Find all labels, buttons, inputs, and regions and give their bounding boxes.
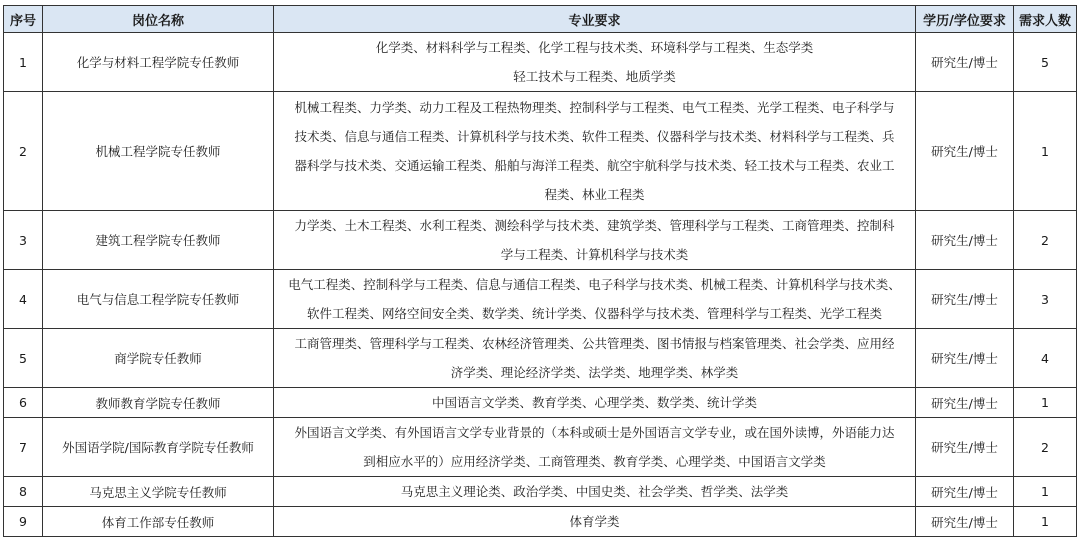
cell-degree: 研究生/博士 xyxy=(916,270,1014,329)
cell-major xyxy=(274,92,916,211)
major-line: 外国语言文学类、有外国语言文学专业背景的（本科或硕士是外国语言文学专业，或在国外读博，外语能力达 xyxy=(294,425,895,440)
major-line: 中国语言文学类、教育学类、心理学类、数学类、统计学类 xyxy=(431,395,757,410)
cell-count: 2 xyxy=(1014,418,1077,477)
table-row xyxy=(4,507,1077,537)
header-major: 专业要求 xyxy=(274,6,916,33)
major-line: 程类、林业工程类 xyxy=(544,187,645,202)
cell-count: 1 xyxy=(1014,92,1077,211)
cell-position: 马克思主义学院专任教师 xyxy=(43,477,274,507)
table-row xyxy=(4,388,1077,418)
cell-position: 外国语学院/国际教育学院专任教师 xyxy=(43,418,274,477)
major-line: 软件工程类、网络空间安全类、数学类、统计学类、仪器科学与技术类、管理科学与工程类、光学工程类 xyxy=(306,306,882,321)
major-line: 到相应水平的）应用经济学类、工商管理类、教育学类、心理学类、中国语言文学类 xyxy=(363,454,826,469)
table-row xyxy=(4,211,1077,270)
cell-degree: 研究生/博士 xyxy=(916,92,1014,211)
header-index: 序号 xyxy=(4,6,43,33)
major-line: 体育学类 xyxy=(569,514,620,529)
cell-index: 5 xyxy=(4,329,43,388)
cell-major xyxy=(274,329,916,388)
cell-major xyxy=(274,33,916,92)
major-line: 马克思主义理论类、政治学类、中国史类、社会学类、哲学类、法学类 xyxy=(400,484,789,499)
cell-position: 教师教育学院专任教师 xyxy=(43,388,274,418)
major-line: 电气工程类、控制科学与工程类、信息与通信工程类、电子科学与技术类、机械工程类、计算机科学与技术类、 xyxy=(288,277,901,292)
cell-count: 1 xyxy=(1014,477,1077,507)
cell-major xyxy=(274,477,916,507)
cell-degree: 研究生/博士 xyxy=(916,418,1014,477)
table-row xyxy=(4,418,1077,477)
recruitment-table xyxy=(3,5,1077,537)
table-row xyxy=(4,270,1077,329)
cell-index: 9 xyxy=(4,507,43,537)
cell-position: 化学与材料工程学院专任教师 xyxy=(43,33,274,92)
cell-index: 6 xyxy=(4,388,43,418)
header-position: 岗位名称 xyxy=(43,6,274,33)
cell-major xyxy=(274,388,916,418)
cell-count: 1 xyxy=(1014,388,1077,418)
header-count: 需求人数 xyxy=(1014,6,1077,33)
table-row xyxy=(4,329,1077,388)
major-line: 机械工程类、力学类、动力工程及工程热物理类、控制科学与工程类、电气工程类、光学工程类、电子科学与 xyxy=(294,100,895,115)
cell-count: 3 xyxy=(1014,270,1077,329)
table-row xyxy=(4,92,1077,211)
table-row xyxy=(4,33,1077,92)
cell-position: 电气与信息工程学院专任教师 xyxy=(43,270,274,329)
cell-degree: 研究生/博士 xyxy=(916,477,1014,507)
cell-index: 7 xyxy=(4,418,43,477)
major-line: 学与工程类、计算机科学与技术类 xyxy=(500,247,689,262)
cell-degree: 研究生/博士 xyxy=(916,33,1014,92)
cell-index: 2 xyxy=(4,92,43,211)
header-degree: 学历/学位要求 xyxy=(916,6,1014,33)
major-line: 力学类、土木工程类、水利工程类、测绘科学与技术类、建筑学类、管理科学与工程类、工商管理类、控制科 xyxy=(294,218,895,233)
cell-major xyxy=(274,211,916,270)
major-line: 济学类、理论经济学类、法学类、地理学类、林学类 xyxy=(450,365,739,380)
cell-degree: 研究生/博士 xyxy=(916,211,1014,270)
cell-position: 建筑工程学院专任教师 xyxy=(43,211,274,270)
cell-index: 4 xyxy=(4,270,43,329)
table-row xyxy=(4,477,1077,507)
major-line: 轻工技术与工程类、地质学类 xyxy=(513,69,676,84)
major-line: 工商管理类、管理科学与工程类、农林经济管理类、公共管理类、图书情报与档案管理类、社会学类、应用经 xyxy=(294,336,895,351)
cell-position: 体育工作部专任教师 xyxy=(43,507,274,537)
cell-count: 4 xyxy=(1014,329,1077,388)
cell-count: 2 xyxy=(1014,211,1077,270)
major-line: 技术类、信息与通信工程类、计算机科学与技术类、软件工程类、仪器科学与技术类、材料科学与工程类、兵 xyxy=(294,129,895,144)
major-line: 器科学与技术类、交通运输工程类、船舶与海洋工程类、航空宇航科学与技术类、轻工技术与工程类、农业工 xyxy=(294,158,895,173)
cell-count: 5 xyxy=(1014,33,1077,92)
cell-major xyxy=(274,507,916,537)
cell-degree: 研究生/博士 xyxy=(916,329,1014,388)
cell-major xyxy=(274,270,916,329)
cell-degree: 研究生/博士 xyxy=(916,507,1014,537)
cell-count: 1 xyxy=(1014,507,1077,537)
cell-position: 商学院专任教师 xyxy=(43,329,274,388)
major-line: 化学类、材料科学与工程类、化学工程与技术类、环境科学与工程类、生态学类 xyxy=(375,40,814,55)
cell-index: 3 xyxy=(4,211,43,270)
cell-position: 机械工程学院专任教师 xyxy=(43,92,274,211)
cell-index: 8 xyxy=(4,477,43,507)
cell-major xyxy=(274,418,916,477)
cell-degree: 研究生/博士 xyxy=(916,388,1014,418)
cell-index: 1 xyxy=(4,33,43,92)
table-header-row xyxy=(4,6,1077,33)
